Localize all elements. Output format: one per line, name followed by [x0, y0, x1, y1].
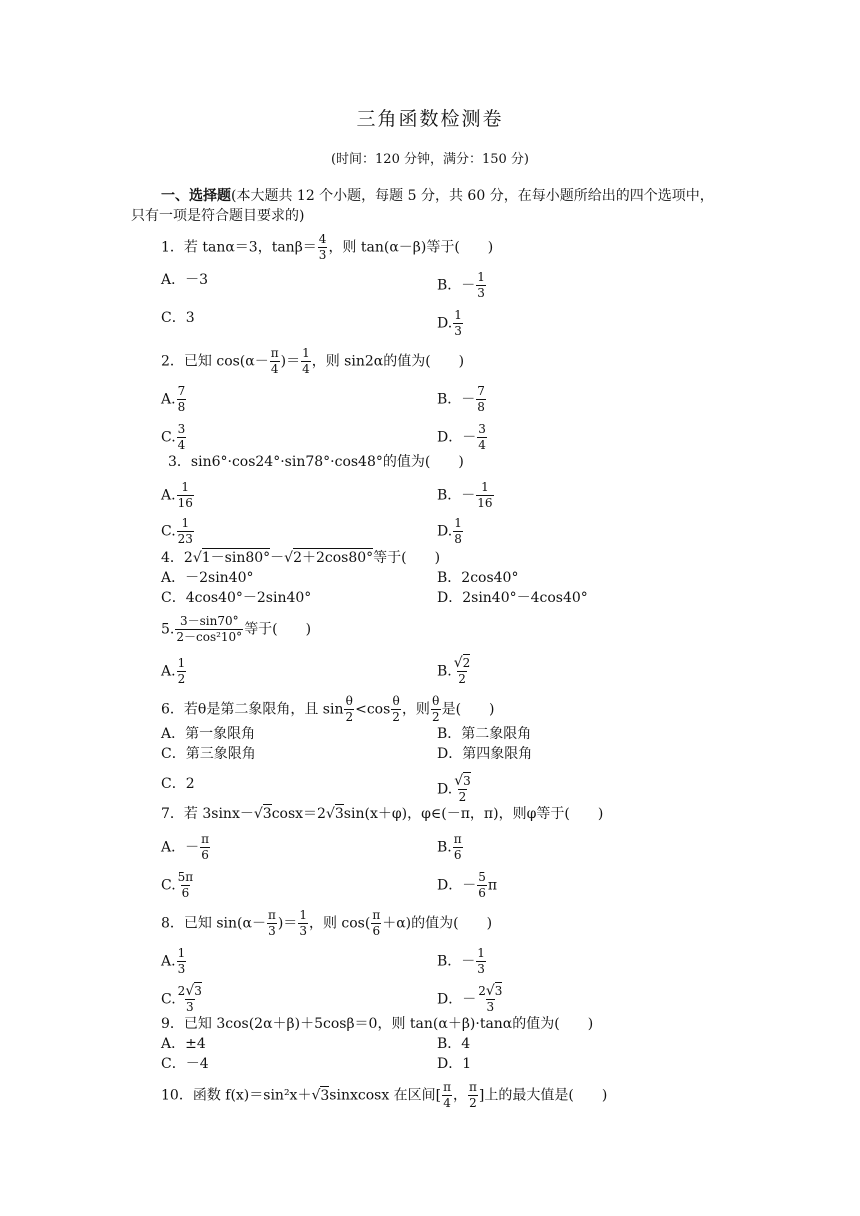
fraction-denominator: 2－cos²10° [176, 630, 243, 644]
q1-option-b [437, 270, 487, 301]
option-fraction [177, 984, 203, 1015]
q7-stem-mid: cosx＝2 [271, 806, 326, 822]
q8-option-b [437, 946, 487, 977]
option-fraction [453, 516, 463, 547]
fraction-numerator: π [201, 832, 210, 846]
question-7 [161, 804, 603, 824]
q10-fraction-2 [468, 1080, 478, 1111]
fraction-denominator: 2 [392, 710, 400, 724]
q4-option-c: C．4cos40°－2sin40° [161, 590, 312, 606]
fraction-denominator: 6 [453, 848, 462, 862]
option-label: A. [161, 487, 176, 504]
fraction-denominator: 4 [270, 362, 279, 376]
section-intro-2: 只有一项是符合题目要求的) [131, 208, 305, 224]
fraction-denominator: 4 [443, 1096, 451, 1110]
fraction-denominator: 4 [302, 362, 310, 376]
q8-fraction-2 [298, 908, 308, 939]
q7-stem: 7．若 3sinx－ [161, 806, 254, 822]
option-fraction [453, 774, 472, 805]
q1-option-c: C．3 [161, 310, 195, 326]
q4-option-a: A．－2sin40° [161, 570, 254, 586]
option-label: D．－ [437, 429, 477, 446]
option-fraction [177, 422, 187, 453]
q5-option-a [161, 656, 187, 687]
fraction-numerator: π [267, 908, 276, 922]
q5-stem-tail: 等于( ) [244, 621, 312, 638]
q6-stem-mid: <cos [355, 701, 391, 718]
q10-stem: 10．函数 f(x)＝sin²x＋ [161, 1087, 312, 1104]
fraction-numerator: 1 [481, 480, 489, 494]
q1-stem-tail: ，则 tan(α－β)等于( ) [328, 239, 494, 256]
radical-sign: √ [311, 1087, 321, 1104]
fraction-numerator: 5π [177, 870, 194, 884]
coefficient: 2 [177, 984, 186, 998]
option-label: D．－ [437, 991, 477, 1008]
q8-fraction-1 [267, 908, 277, 939]
q1-fraction [318, 232, 328, 263]
q6-option-e: C．2 [161, 776, 195, 792]
question-5 [161, 614, 311, 645]
q2-fraction-2 [301, 346, 311, 377]
option-label: A. [161, 663, 176, 680]
q8-stem-mid: )＝ [277, 915, 298, 932]
fraction-denominator: 16 [177, 496, 193, 510]
option-fraction [177, 480, 194, 511]
q6-option-c: C．第三象限角 [161, 746, 256, 762]
radicand: 3 [463, 774, 471, 788]
q6-stem-tail: 是( ) [441, 701, 495, 718]
q2-option-a [161, 384, 187, 415]
page-title: 三角函数检测卷 [356, 108, 504, 130]
option-label: D. [437, 315, 453, 332]
option-tail: π [487, 877, 498, 894]
q1-option-a: A．－3 [161, 272, 209, 288]
fraction-denominator: 16 [477, 496, 493, 510]
option-label: D. [437, 781, 453, 798]
q8-stem-tail: ＋α)的值为( ) [382, 915, 493, 932]
option-label: C. [161, 429, 176, 446]
fraction-denominator: 3 [185, 1000, 194, 1014]
q2-fraction-1 [270, 346, 280, 377]
fraction-numerator: 1 [299, 908, 307, 922]
question-1 [161, 232, 493, 263]
question-10 [161, 1080, 607, 1111]
q9-option-c: C．－4 [161, 1056, 209, 1072]
fraction-numerator [453, 774, 472, 789]
q10-stem-mid: sinxcosx 在区间[ [329, 1087, 442, 1104]
q1-option-d [437, 308, 464, 339]
option-label: A. [161, 391, 176, 408]
option-fraction [453, 832, 463, 863]
q4-radicand-2: 2＋2cos80° [293, 550, 374, 566]
q7-option-c [161, 870, 195, 901]
radicand: 3 [262, 806, 272, 822]
q4-stem-tail: 等于( ) [373, 550, 441, 566]
fraction-denominator: 2 [345, 710, 354, 724]
section-heading: 一、选择题 [161, 188, 231, 204]
q8-option-c [161, 984, 204, 1015]
q8-option-a [161, 946, 187, 977]
option-label: B．－ [437, 487, 476, 504]
fraction-denominator: 2 [469, 1096, 477, 1110]
option-fraction [177, 516, 194, 547]
option-label: A. [161, 953, 176, 970]
option-fraction [177, 870, 195, 901]
fraction-numerator: 1 [181, 516, 190, 530]
fraction-denominator: 6 [201, 848, 209, 862]
fraction-denominator: 3 [454, 324, 462, 338]
q9-option-b: B．4 [437, 1036, 471, 1052]
fraction-denominator: 2 [177, 672, 186, 686]
fraction-denominator: 2 [431, 710, 440, 724]
radicand: 2 [462, 656, 471, 670]
fraction-numerator: 1 [454, 308, 462, 322]
q7-option-a [161, 832, 211, 863]
fraction-denominator: 8 [477, 400, 485, 414]
q4-stem-mid: － [270, 550, 285, 566]
fraction-numerator: 1 [454, 516, 462, 530]
option-fraction [476, 946, 486, 977]
option-label: C. [161, 523, 176, 540]
question-2 [161, 346, 464, 377]
fraction-denominator: 6 [478, 886, 486, 900]
option-fraction [476, 480, 493, 511]
question-3: 3．sin6°·cos24°·sin78°·cos48°的值为( ) [168, 454, 464, 470]
fraction-numerator: 1 [477, 946, 485, 960]
radical-sign: √ [253, 806, 263, 822]
radical-sign: √ [454, 773, 464, 789]
q6-option-b: B．第二象限角 [437, 726, 532, 742]
option-label: A．－ [161, 839, 200, 856]
q9-option-d: D．1 [437, 1056, 472, 1072]
fraction-denominator: 4 [177, 438, 186, 452]
q5-stem: 5. [161, 621, 175, 638]
fraction-denominator: 2 [458, 790, 467, 804]
q10-fraction-1 [442, 1080, 452, 1111]
fraction-denominator: 4 [478, 438, 486, 452]
fraction-numerator [453, 656, 472, 671]
q2-option-b [437, 384, 487, 415]
q6-option-f [437, 774, 473, 805]
option-label: D. [437, 523, 453, 540]
question-6 [161, 694, 495, 725]
fraction-numerator [477, 984, 503, 999]
fraction-denominator: 23 [177, 532, 193, 546]
q4-stem: 4．2 [161, 550, 193, 566]
fraction-numerator: π [270, 346, 279, 360]
option-label: B. [437, 663, 452, 680]
question-9: 9．已知 3cos(2α＋β)＋5cosβ＝0，则 tan(α＋β)·tanα的值为( ) [161, 1016, 594, 1032]
fraction-numerator: 1 [477, 270, 485, 284]
option-label: B. [437, 839, 452, 856]
fraction-numerator: θ [432, 694, 440, 708]
q6-stem-mid-2: ，则 [401, 701, 430, 718]
q3-option-d [437, 516, 464, 547]
option-label: C. [161, 991, 176, 1008]
option-label: C. [161, 877, 176, 894]
radical-sign: √ [325, 806, 335, 822]
q1-stem: 1．若 tanα＝3，tanβ＝ [161, 239, 317, 256]
fraction-denominator: 3 [477, 286, 485, 300]
q3-option-a [161, 480, 195, 511]
option-fraction [476, 270, 486, 301]
q7-option-d [437, 870, 497, 901]
q5-fraction [175, 614, 243, 645]
q5-option-b [437, 656, 472, 687]
q6-option-d: D．第四象限角 [437, 746, 533, 762]
fraction-numerator: 1 [302, 346, 310, 360]
fraction-numerator: θ [345, 694, 353, 708]
fraction-numerator: π [443, 1080, 452, 1094]
option-fraction [477, 870, 487, 901]
q8-fraction-3 [371, 908, 381, 939]
radical-sign: √ [284, 550, 294, 566]
fraction-denominator: 3 [299, 924, 307, 938]
q4-radicand-1: 1－sin80° [201, 550, 271, 566]
fraction-denominator: 6 [372, 924, 381, 938]
radical-sign: √ [185, 983, 195, 999]
q6-stem: 6．若θ是第二象限角，且 sin [161, 701, 344, 718]
fraction-denominator: 8 [454, 532, 462, 546]
option-fraction [177, 656, 187, 687]
q10-stem-mid-2: ， [453, 1087, 468, 1104]
q6-fraction-3 [431, 694, 441, 725]
q6-option-a: A．第一象限角 [161, 726, 256, 742]
option-fraction [453, 308, 463, 339]
option-fraction [177, 946, 187, 977]
radical-sign: √ [485, 983, 495, 999]
fraction-numerator: 3－sin70° [179, 614, 239, 628]
fraction-denominator: 3 [177, 962, 186, 976]
fraction-numerator: 7 [177, 384, 186, 398]
q2-stem-tail: ，则 sin2α的值为( ) [311, 353, 465, 370]
q2-stem-mid: )＝ [280, 353, 301, 370]
fraction-numerator: 1 [181, 480, 190, 494]
radicand: 3 [320, 1087, 330, 1104]
fraction-denominator: 2 [458, 672, 466, 686]
q6-fraction-1 [344, 694, 354, 725]
fraction-denominator: 6 [181, 886, 190, 900]
q8-stem: 8．已知 sin(α－ [161, 915, 266, 932]
fraction-numerator: 7 [477, 384, 485, 398]
option-label: B．－ [437, 953, 476, 970]
fraction-numerator: 1 [177, 946, 186, 960]
q6-fraction-2 [391, 694, 401, 725]
fraction-numerator: π [372, 908, 381, 922]
fraction-denominator: 3 [477, 962, 485, 976]
fraction-denominator: 3 [486, 1000, 495, 1014]
q7-option-b [437, 832, 464, 863]
q10-stem-tail: ]上的最大值是( ) [478, 1087, 608, 1104]
option-label: D．－ [437, 877, 477, 894]
question-8 [161, 908, 492, 939]
fraction-numerator: 5 [478, 870, 486, 884]
fraction-numerator [177, 984, 203, 999]
radicand: 3 [194, 984, 202, 998]
page-subtitle: (时间：120 分钟，满分：150 分) [330, 152, 530, 167]
question-4 [161, 548, 440, 568]
option-fraction [477, 984, 503, 1015]
q4-option-b: B．2cos40° [437, 570, 519, 586]
fraction-numerator: π [453, 832, 462, 846]
section-intro-1: (本大题共 12 个小题，每题 5 分，共 60 分，在每小题所给出的四个选项中， [231, 188, 714, 204]
option-fraction [477, 422, 487, 453]
option-fraction [177, 384, 187, 415]
option-label: B．－ [437, 391, 476, 408]
option-fraction [453, 656, 472, 687]
fraction-denominator: 3 [318, 248, 327, 262]
coefficient: 2 [478, 984, 486, 998]
fraction-numerator: 3 [478, 422, 486, 436]
q3-option-c [161, 516, 195, 547]
fraction-denominator: 3 [268, 924, 276, 938]
fraction-numerator: 4 [318, 232, 327, 246]
radicand: 3 [334, 806, 344, 822]
radical-sign: √ [192, 550, 202, 566]
q2-option-c [161, 422, 187, 453]
fraction-denominator: 8 [177, 400, 186, 414]
option-fraction [476, 384, 486, 415]
radicand: 3 [494, 984, 503, 998]
q8-option-d [437, 984, 504, 1015]
fraction-numerator: 1 [177, 656, 186, 670]
radical-sign: √ [453, 655, 463, 671]
fraction-numerator: θ [392, 694, 400, 708]
q2-option-d [437, 422, 488, 453]
q9-option-a: A．±4 [161, 1036, 206, 1052]
option-fraction [200, 832, 210, 863]
q2-stem: 2．已知 cos(α－ [161, 353, 269, 370]
q7-stem-tail: sin(x＋φ)，φ∈(－π，π)，则φ等于( ) [343, 806, 604, 822]
q3-option-b [437, 480, 495, 511]
option-label: B．－ [437, 277, 476, 294]
section-intro-line-1 [161, 186, 714, 206]
q8-stem-mid-2: ，则 cos( [308, 915, 371, 932]
q4-option-d: D．2sin40°－4cos40° [437, 590, 588, 606]
fraction-numerator: π [469, 1080, 477, 1094]
fraction-numerator: 3 [177, 422, 186, 436]
